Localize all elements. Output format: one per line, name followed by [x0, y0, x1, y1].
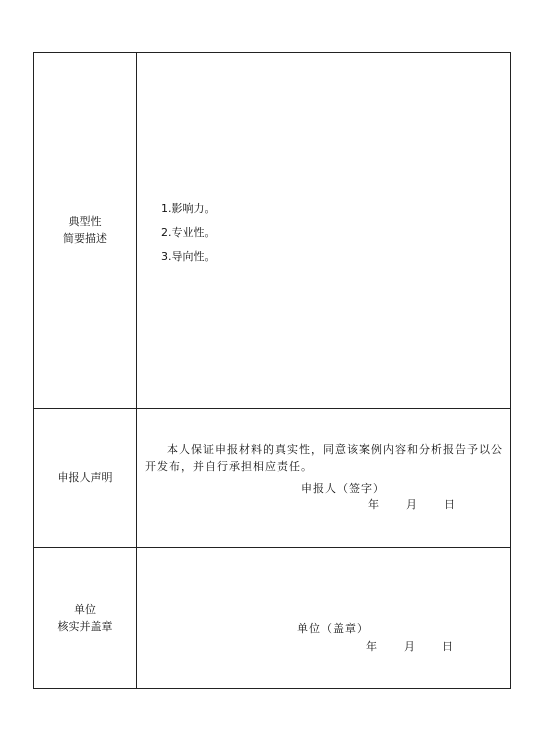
declaration-date[interactable]	[368, 496, 455, 512]
typical-description-row	[34, 53, 511, 409]
list-item: 3.导向性。	[161, 250, 216, 263]
typical-label-line2: 简要描述	[63, 232, 107, 246]
date-day: 日	[444, 497, 455, 511]
date-day: 日	[442, 639, 453, 653]
unit-label-line2: 核实并盖章	[57, 619, 113, 633]
typical-label-line1: 典型性	[68, 215, 102, 229]
unit-label-cell	[34, 547, 137, 688]
unit-label-line1: 单位	[74, 602, 96, 616]
unit-date[interactable]	[366, 638, 453, 654]
date-year: 年	[368, 497, 379, 511]
list-item: 2.专业性。	[161, 226, 216, 239]
unit-seal-label[interactable]: 单位（盖章）	[297, 621, 369, 635]
list-item: 1.影响力。	[161, 202, 216, 215]
declaration-label: 申报人声明	[57, 471, 113, 485]
typical-description-content-cell[interactable]	[137, 53, 511, 409]
typical-item-list	[161, 197, 216, 269]
date-month: 月	[404, 639, 415, 653]
declaration-label-cell	[34, 408, 137, 547]
declaration-row	[34, 408, 511, 547]
declaration-text: 本人保证申报材料的真实性，同意该案例内容和分析报告予以公开发布，并自行承担相应责任。	[145, 442, 503, 473]
applicant-signature-label[interactable]: 申报人（签字）	[301, 481, 385, 495]
application-form-table	[33, 52, 511, 689]
declaration-content-cell	[137, 408, 511, 547]
date-year: 年	[366, 639, 377, 653]
typical-description-label-cell	[34, 53, 137, 409]
unit-verification-row	[34, 547, 511, 688]
date-month: 月	[406, 497, 417, 511]
unit-content-cell	[137, 547, 511, 688]
